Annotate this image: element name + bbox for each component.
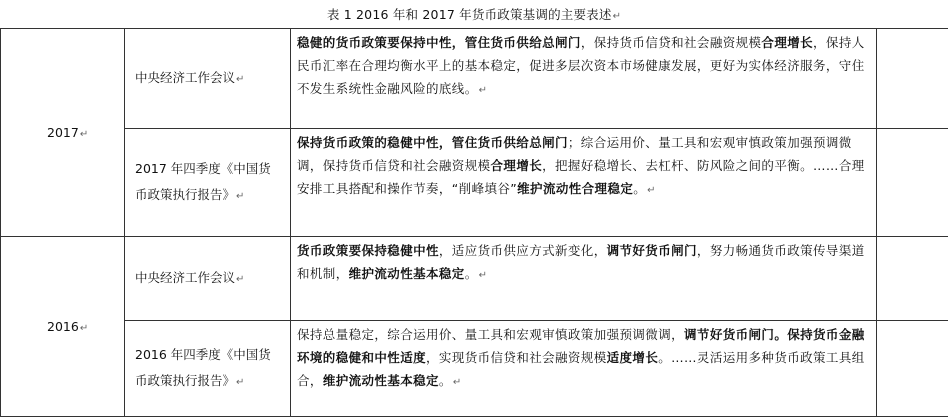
table-row [1,129,948,237]
paragraph-mark-icon: ↵ [478,270,488,281]
statement-text: ，把握好稳增长、去杠杆、防风险之间的平衡。……合理安排工具搭配和操作节奏，“削峰填谷” [297,158,865,196]
year-cell [1,237,125,417]
source-cell [125,129,291,237]
statement-cell [291,237,877,321]
statement-text: 。 [464,266,478,281]
year-label: 2016 [47,319,79,334]
statement-text: ，适应货币供应方式新变化， [438,243,607,258]
filler-cell [877,29,948,129]
table-caption [0,6,948,26]
source-cell [125,321,291,417]
source-label: 2016 年四季度《中国货币政策执行报告》 [135,346,271,388]
emphasis-text: 调节好货币闸门 [606,243,697,258]
caption-text: 表 1 2016 年和 2017 年货币政策基调的主要表述 [326,7,612,22]
table-row [1,237,948,321]
paragraph-mark-icon: ↵ [236,190,245,202]
statement-text: 。……灵活运用多种货币政策工具组合， [297,350,865,388]
emphasis-text: 调节好货币闸门。保持货币金融环境的稳健和中性适度 [297,327,865,365]
emphasis-text: 维护流动性合理稳定 [517,181,634,196]
filler-cell [877,129,948,237]
statement-cell [291,29,877,129]
table-row [1,29,948,129]
paragraph-mark-icon: ↵ [612,11,622,22]
statement-text: 。 [438,373,452,388]
emphasis-text: 保持货币政策的稳健中性，管住货币供给总闸门 [297,135,568,150]
statement-text: 保持总量稳定，综合运用价、量工具和宏观审慎政策加强预调微调， [297,327,685,342]
statement-text: ，努力畅通货币政策传导渠道和机制， [297,243,865,281]
statement-text: 。 [633,181,647,196]
emphasis-text: 维护流动性基本稳定 [348,266,465,281]
source-cell [125,29,291,129]
filler-cell [877,321,948,417]
statement-text: ，保持人民币汇率在合理均衡水平上的基本稳定，促进多层次资本市场健康发展，更好为实体经济服务，守住不发生系统性金融风险的底线。 [297,35,865,96]
source-cell [125,237,291,321]
paragraph-mark-icon: ↵ [478,85,488,96]
source-label: 2017 年四季度《中国货币政策执行报告》 [135,160,271,202]
paragraph-mark-icon: ↵ [236,73,245,85]
emphasis-text: 货币政策要保持稳健中性 [297,243,439,258]
statement-text: ，保持货币信贷和社会融资规模 [580,35,762,50]
table-row [1,321,948,417]
emphasis-text: 适度增长 [606,350,659,365]
filler-cell [877,237,948,321]
source-label: 中央经济工作会议 [135,269,236,285]
statement-cell [291,321,877,417]
paragraph-mark-icon: ↵ [647,185,656,196]
paragraph-mark-icon: ↵ [79,323,89,334]
paragraph-mark-icon: ↵ [236,273,245,285]
emphasis-text: 合理增长 [761,35,814,50]
policy-table [0,28,948,417]
paragraph-mark-icon: ↵ [79,129,89,140]
statement-cell [291,129,877,237]
statement-text: ，实现货币信贷和社会融资规模 [426,350,607,365]
source-label: 中央经济工作会议 [135,69,236,85]
year-cell [1,29,125,237]
paragraph-mark-icon: ↵ [236,376,245,388]
emphasis-text: 稳健的货币政策要保持中性，管住货币供给总闸门 [297,35,581,50]
paragraph-mark-icon: ↵ [452,377,462,388]
statement-text: ；综合运用价、量工具和宏观审慎政策加强预调微调，保持货币信贷和社会融资规模 [297,135,852,173]
year-label: 2017 [47,125,79,140]
emphasis-text: 维护流动性基本稳定 [322,373,439,388]
emphasis-text: 合理增长 [490,158,543,173]
